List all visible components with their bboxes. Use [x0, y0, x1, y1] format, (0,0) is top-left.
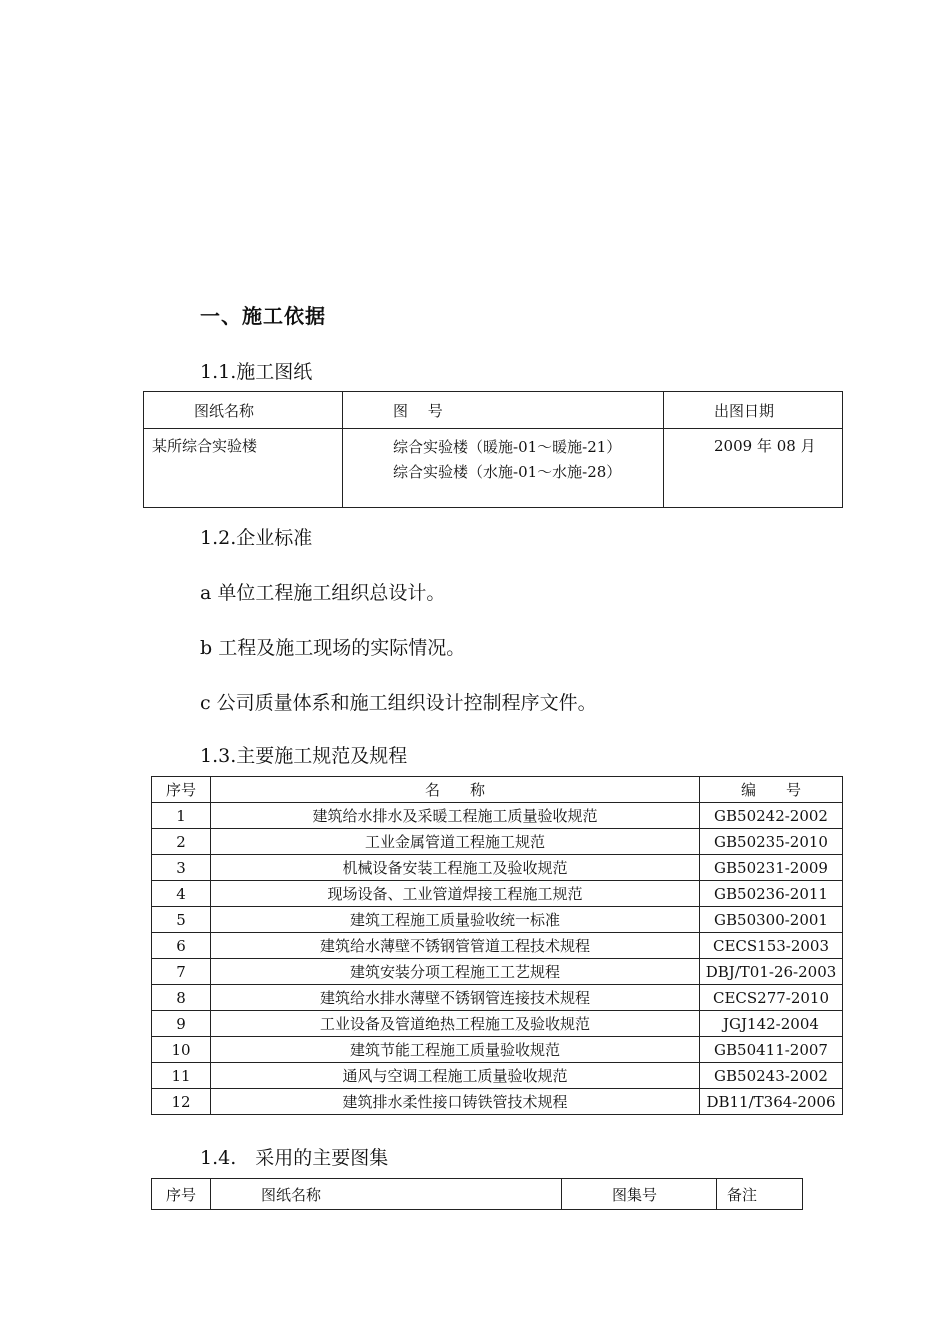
table-header-row — [144, 392, 843, 429]
cell-code: GB50235-2010 — [700, 829, 843, 855]
cell-code: GB50242-2002 — [700, 803, 843, 829]
cell-name: 建筑给水薄壁不锈钢管管道工程技术规程 — [211, 933, 700, 959]
table-row — [152, 933, 843, 959]
cell-name: 建筑安装分项工程施工工艺规程 — [211, 959, 700, 985]
codes-table-body — [152, 803, 843, 1115]
cell-project-name: 某所综合实验楼 — [144, 429, 343, 508]
atlas-table — [151, 1178, 803, 1210]
cell-code: GB50300-2001 — [700, 907, 843, 933]
header-remarks: 备注 — [717, 1179, 803, 1210]
cell-code: JGJ142-2004 — [700, 1011, 843, 1037]
table-row — [152, 959, 843, 985]
table-row — [152, 855, 843, 881]
table-row — [144, 429, 843, 508]
drawings-table — [143, 391, 843, 508]
table-row — [152, 1063, 843, 1089]
table-row — [152, 881, 843, 907]
cell-no: 6 — [152, 933, 211, 959]
cell-no: 4 — [152, 881, 211, 907]
cell-name: 建筑工程施工质量验收统一标准 — [211, 907, 700, 933]
cell-name: 建筑给水排水薄壁不锈钢管连接技术规程 — [211, 985, 700, 1011]
drawing-no-line-1: 综合实验楼（暖施-01～暖施-21） — [393, 438, 622, 456]
drawing-no-line-2: 综合实验楼（水施-01～水施-28） — [393, 463, 622, 481]
standard-item-c: c 公司质量体系和施工组织设计控制程序文件。 — [200, 692, 597, 714]
header-atlas-no: 图集号 — [562, 1179, 717, 1210]
header-drawing-name: 图纸名称 — [144, 392, 343, 429]
table-row — [152, 907, 843, 933]
section-1-3-title: 1.3.主要施工规范及规程 — [200, 745, 408, 767]
cell-no: 1 — [152, 803, 211, 829]
cell-name: 建筑给水排水及采暖工程施工质量验收规范 — [211, 803, 700, 829]
cell-no: 8 — [152, 985, 211, 1011]
table-row — [152, 803, 843, 829]
section-heading: 一、施工依据 — [200, 304, 326, 328]
table-row — [152, 1037, 843, 1063]
cell-no: 5 — [152, 907, 211, 933]
header-issue-date: 出图日期 — [664, 392, 843, 429]
header-name: 名 称 — [211, 777, 700, 803]
cell-name: 工业设备及管道绝热工程施工及验收规范 — [211, 1011, 700, 1037]
cell-no: 7 — [152, 959, 211, 985]
table-row — [152, 829, 843, 855]
cell-no: 11 — [152, 1063, 211, 1089]
cell-name: 工业金属管道工程施工规范 — [211, 829, 700, 855]
header-code: 编 号 — [700, 777, 843, 803]
cell-name: 通风与空调工程施工质量验收规范 — [211, 1063, 700, 1089]
table-header-row — [152, 777, 843, 803]
cell-code: CECS153-2003 — [700, 933, 843, 959]
cell-name: 现场设备、工业管道焊接工程施工规范 — [211, 881, 700, 907]
table-row — [152, 1011, 843, 1037]
cell-name: 建筑节能工程施工质量验收规范 — [211, 1037, 700, 1063]
cell-code: GB50411-2007 — [700, 1037, 843, 1063]
cell-code: GB50243-2002 — [700, 1063, 843, 1089]
cell-code: CECS277-2010 — [700, 985, 843, 1011]
standard-item-b: b 工程及施工现场的实际情况。 — [200, 637, 466, 659]
codes-table — [151, 776, 843, 1115]
section-1-4-title: 1.4. 采用的主要图集 — [200, 1147, 389, 1169]
cell-no: 2 — [152, 829, 211, 855]
cell-no: 10 — [152, 1037, 211, 1063]
cell-issue-date: 2009 年 08 月 — [664, 429, 843, 508]
header-no: 序号 — [152, 777, 211, 803]
table-row — [152, 985, 843, 1011]
table-row — [152, 1089, 843, 1115]
cell-no: 12 — [152, 1089, 211, 1115]
cell-code: DBJ/T01-26-2003 — [700, 959, 843, 985]
section-1-2-title: 1.2.企业标准 — [200, 527, 313, 549]
cell-code: GB50236-2011 — [700, 881, 843, 907]
header-no: 序号 — [152, 1179, 211, 1210]
section-1-1-title: 1.1.施工图纸 — [200, 361, 313, 383]
cell-code: DB11/T364-2006 — [700, 1089, 843, 1115]
table-header-row — [152, 1179, 803, 1210]
cell-name: 建筑排水柔性接口铸铁管技术规程 — [211, 1089, 700, 1115]
cell-drawing-no — [343, 429, 664, 508]
header-drawing-no: 图 号 — [343, 392, 664, 429]
header-drawing-name: 图纸名称 — [211, 1179, 562, 1210]
cell-no: 3 — [152, 855, 211, 881]
cell-no: 9 — [152, 1011, 211, 1037]
cell-code: GB50231-2009 — [700, 855, 843, 881]
cell-name: 机械设备安装工程施工及验收规范 — [211, 855, 700, 881]
standard-item-a: a 单位工程施工组织总设计。 — [200, 582, 446, 604]
